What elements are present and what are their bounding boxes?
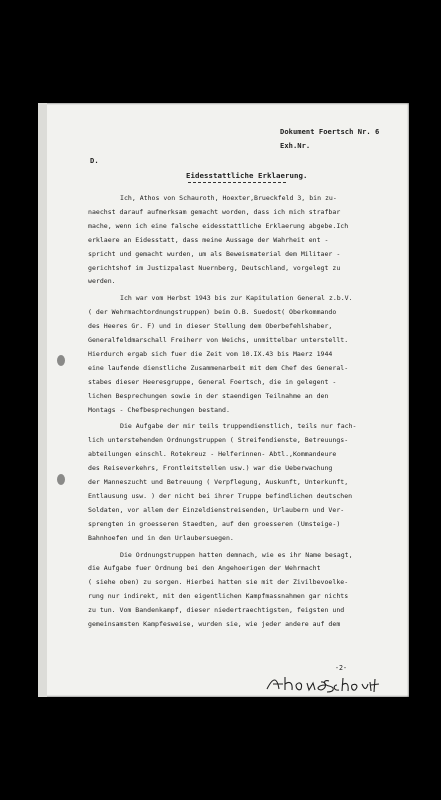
declaration-line: des Heeres Gr. F) und in dieser Stellung dem Oberbefehlshaber, [88,322,333,331]
signature [263,673,383,695]
declaration-line: lichen Besprechungen sowie in der staendigen Teilnahme an den [88,391,329,400]
declaration-line: zu tun. Vom Bandenkampf, dieser niedertraechtigsten, feigsten und [88,606,345,615]
declaration-line: Ich war vom Herbst 1943 bis zur Kapitulation General z.b.V. [120,294,353,303]
declaration-line: der Manneszucht und Betreuung ( Verpflegung, Auskunft, Unterkunft, [88,478,349,486]
declaration-line: Entlausung usw. ) der nicht bei ihrer Truppe befindlichen deutschen [88,491,353,500]
declaration-line: rung nur indirekt, mit den eigentlichen Kampfmassnahmen gar nichts [88,592,349,601]
declaration-line: spricht und gemacht wurden, um als Beweismaterial dem Militaer - [88,249,341,258]
declaration-line: mache, wenn ich eine falsche eidesstattliche Erklaerung abgebe.Ich [88,221,349,230]
declaration-line: ( der Wehrmachtordnungstruppen) beim O.B. Suedost( Oberkommando [88,308,337,317]
declaration-line: die Aufgabe fuer Ordnung bei den Angehoerigen der Wehrmacht [88,564,321,573]
page-edge [38,103,47,697]
declaration-line: Ich, Athos von Schauroth, Hoexter,Brueckfeld 3, bin zu- [120,194,337,202]
exhibit-number: Exh.Nr. [280,141,311,150]
declaration-line: Die Aufgabe der mir teils truppendienstlich, teils nur fach- [120,422,357,431]
declaration-line: Generalfeldmarschall Freiherr von Weichs, unmittelbar unterstellt. [88,336,349,344]
punch-hole [57,474,65,485]
declaration-line: erklaere an Eidesstatt, dass meine Aussage der Wahrheit ent - [88,235,329,244]
declaration-line: werden. [88,277,116,286]
declaration-line: eine laufende dienstliche Zusammenarbeit mit dem Chef des General- [88,363,349,372]
declaration-line: Soldaten, vor allem der Einzeldienstreisenden, Urlaubern und Ver- [88,505,345,514]
declaration-line: naechst darauf aufmerksam gemacht worden, dass ich mich strafbar [88,207,341,216]
page-number: -2- [335,664,347,672]
document-reference: Dokument Foertsch Nr. 6 [280,127,380,136]
declaration-line: stabes dieser Heeresgruppe, General Foertsch, die in gelegent - [88,377,337,386]
declaration-line: sprengten in groesseren Staedten, auf den groesseren (Umsteige-) [88,519,341,528]
document-title: Eidesstattliche Erklaerung. [186,171,308,180]
declaration-line: Bahnhoefen und in den Urlaubersuegen. [88,533,234,542]
declaration-line: Die Ordnungstruppen hatten demnach, wie es ihr Name besagt, [120,550,353,559]
document-page [38,103,409,697]
declaration-line: des Reiseverkehrs, Frontleitstellen usw.) war die Ueberwachung [88,464,333,473]
section-letter: D. [90,156,99,165]
declaration-line: abteilungen einschl. Rotekreuz - Helferinnen- Abtl.,Kommandeure [88,450,337,459]
declaration-line: Hierdurch ergab sich fuer die Zeit vom 10.IX.43 bis Maerz 1944 [88,349,333,358]
declaration-line: Montags - Chefbesprechungen bestand. [88,405,230,414]
title-underline [188,182,286,183]
punch-hole [57,355,65,366]
declaration-line: gemeinsamsten Kampfesweise, wurden sie, wie jeder andere auf dem [88,620,341,628]
declaration-line: gerichtshof im Justizpalast Nuernberg, Deutschland, vorgelegt zu [88,263,341,272]
declaration-line: ( siehe oben) zu sorgen. Hierbei hatten sie mit der Zivilbevoelke- [88,578,349,587]
declaration-line: lich unterstehenden Ordnungstruppen ( Streifendienste, Betreuungs- [88,436,349,445]
